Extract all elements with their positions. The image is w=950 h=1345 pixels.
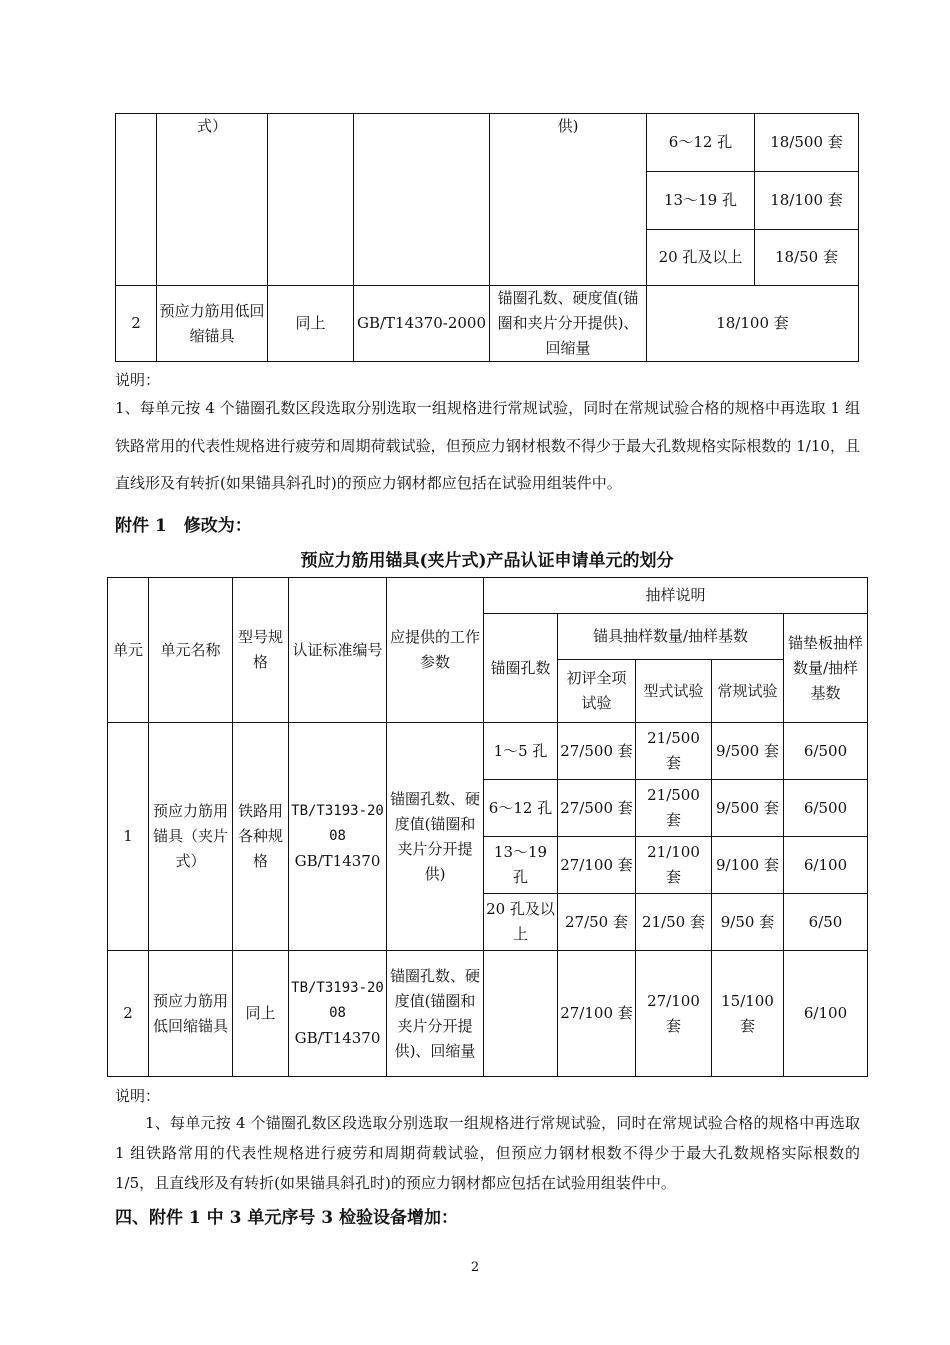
- unit1-holes: 13～19 孔: [484, 837, 558, 894]
- unit1-pad: 6/500: [784, 780, 868, 837]
- unit2-type: 27/100 套: [636, 951, 712, 1077]
- note1-label: 说明：: [115, 371, 161, 389]
- unit2-std2: GB/T14370: [294, 1029, 381, 1047]
- holes-range: 13～19 孔: [647, 172, 755, 230]
- unit1-name: 预应力筋用锚具（夹片式）: [149, 723, 233, 951]
- row2-params: 锚圈孔数、硬度值(锚圈和夹片分开提供)、回缩量: [490, 286, 647, 362]
- unit1-params: 锚圈孔数、硬度值(锚圈和夹片分开提供): [387, 723, 484, 951]
- unit1-holes: 1～5 孔: [484, 723, 558, 780]
- unit2-params: 锚圈孔数、硬度值(锚圈和夹片分开提供)、回缩量: [387, 951, 484, 1077]
- attachment-heading: 附件 1 修改为：: [115, 516, 252, 536]
- page-number: 2: [470, 1260, 480, 1275]
- unit1-initial: 27/50 套: [558, 894, 636, 951]
- unit1-holes: 6～12 孔: [484, 780, 558, 837]
- unit2-name: 预应力筋用低回缩锚具: [149, 951, 233, 1077]
- unit1-model: 铁路用各种规格: [233, 723, 289, 951]
- sample-qty: 18/500 套: [755, 114, 859, 172]
- unit1-initial: 27/500 套: [558, 723, 636, 780]
- unit1-pad: 6/50: [784, 894, 868, 951]
- unit1-type: 21/100 套: [636, 837, 712, 894]
- row2-qty: 18/100 套: [647, 286, 859, 362]
- unit1-pad: 6/500: [784, 723, 868, 780]
- cont-cell-std: [354, 114, 490, 286]
- unit1-type: 21/500 套: [636, 780, 712, 837]
- cont-cell-name: 式）: [157, 114, 268, 286]
- unit1-routine: 9/100 套: [712, 837, 784, 894]
- unit2-std: [289, 951, 387, 1077]
- header-model: 型号规格: [233, 578, 289, 723]
- unit2-routine: 15/100 套: [712, 951, 784, 1077]
- sample-qty: 18/50 套: [755, 230, 859, 286]
- table-units: [107, 577, 868, 1077]
- header-type-test: 型式试验: [636, 660, 712, 723]
- unit2-holes: [484, 951, 558, 1077]
- section4-heading: 四、附件 1 中 3 单元序号 3 检验设备增加：: [115, 1208, 458, 1228]
- header-anchor-sampling: 锚具抽样数量/抽样基数: [558, 614, 784, 660]
- unit1-pad: 6/100: [784, 837, 868, 894]
- unit1-no: 1: [108, 723, 149, 951]
- unit1-std: [289, 723, 387, 951]
- header-sampling: 抽样说明: [484, 578, 868, 614]
- unit1-initial: 27/100 套: [558, 837, 636, 894]
- unit1-routine: 9/50 套: [712, 894, 784, 951]
- holes-range: 20 孔及以上: [647, 230, 755, 286]
- header-pad: 锚垫板抽样数量/抽样基数: [784, 614, 868, 723]
- unit1-initial: 27/500 套: [558, 780, 636, 837]
- sample-qty: 18/100 套: [755, 172, 859, 230]
- note2-text: 1、每单元按 4 个锚圈孔数区段选取分别选取一组规格进行常规试验，同时在常规试验合格的规格中再选取 1 组铁路常用的代表性规格进行疲劳和周期荷载试验，但预应力钢材根数不得少于最大孔数规格实际根数的 1/5，且直线形及有转折(如果锚具斜孔时)的预应力钢材都应包括在试验用组装件中。: [115, 1114, 860, 1192]
- row2-name: 预应力筋用低回缩锚具: [157, 286, 268, 362]
- row2-model: 同上: [268, 286, 354, 362]
- unit1-routine: 9/500 套: [712, 723, 784, 780]
- unit2-model: 同上: [233, 951, 289, 1077]
- table-continued: [115, 113, 859, 362]
- cont-cell-params: 供): [490, 114, 647, 286]
- header-params: 应提供的工作参数: [387, 578, 484, 723]
- cont-cell-no: [116, 114, 157, 286]
- note2-label: 说明：: [115, 1087, 161, 1105]
- unit2-initial: 27/100 套: [558, 951, 636, 1077]
- holes-range: 6～12 孔: [647, 114, 755, 172]
- unit1-type: 21/500 套: [636, 723, 712, 780]
- header-std: 认证标准编号: [289, 578, 387, 723]
- header-unit: 单元: [108, 578, 149, 723]
- row2-no: 2: [116, 286, 157, 362]
- header-routine: 常规试验: [712, 660, 784, 723]
- row2-std: GB/T14370-2000: [354, 286, 490, 362]
- unit2-no: 2: [108, 951, 149, 1077]
- header-initial: 初评全项试验: [558, 660, 636, 723]
- note1-text: 1、每单元按 4 个锚圈孔数区段选取分别选取一组规格进行常规试验，同时在常规试验合格的规格中再选取 1 组铁路常用的代表性规格进行疲劳和周期荷载试验，但预应力钢材根数不得少于最大孔数规格实际根数的 1/10，且直线形及有转折(如果锚具斜孔时)的预应力钢材都应包括在试验用组装件中。: [115, 399, 860, 492]
- unit1-holes: 20 孔及以上: [484, 894, 558, 951]
- unit2-pad: 6/100: [784, 951, 868, 1077]
- table2-title: 预应力筋用锚具(夹片式)产品认证申请单元的划分: [300, 551, 674, 571]
- cont-cell-model: [268, 114, 354, 286]
- unit1-std2: GB/T14370: [294, 852, 381, 870]
- unit2-std1: TB/T3193-2008: [291, 980, 384, 1021]
- header-holes: 锚圈孔数: [484, 614, 558, 723]
- unit1-type: 21/50 套: [636, 894, 712, 951]
- unit1-routine: 9/500 套: [712, 780, 784, 837]
- header-unit-name: 单元名称: [149, 578, 233, 723]
- unit1-std1: TB/T3193-2008: [291, 803, 384, 844]
